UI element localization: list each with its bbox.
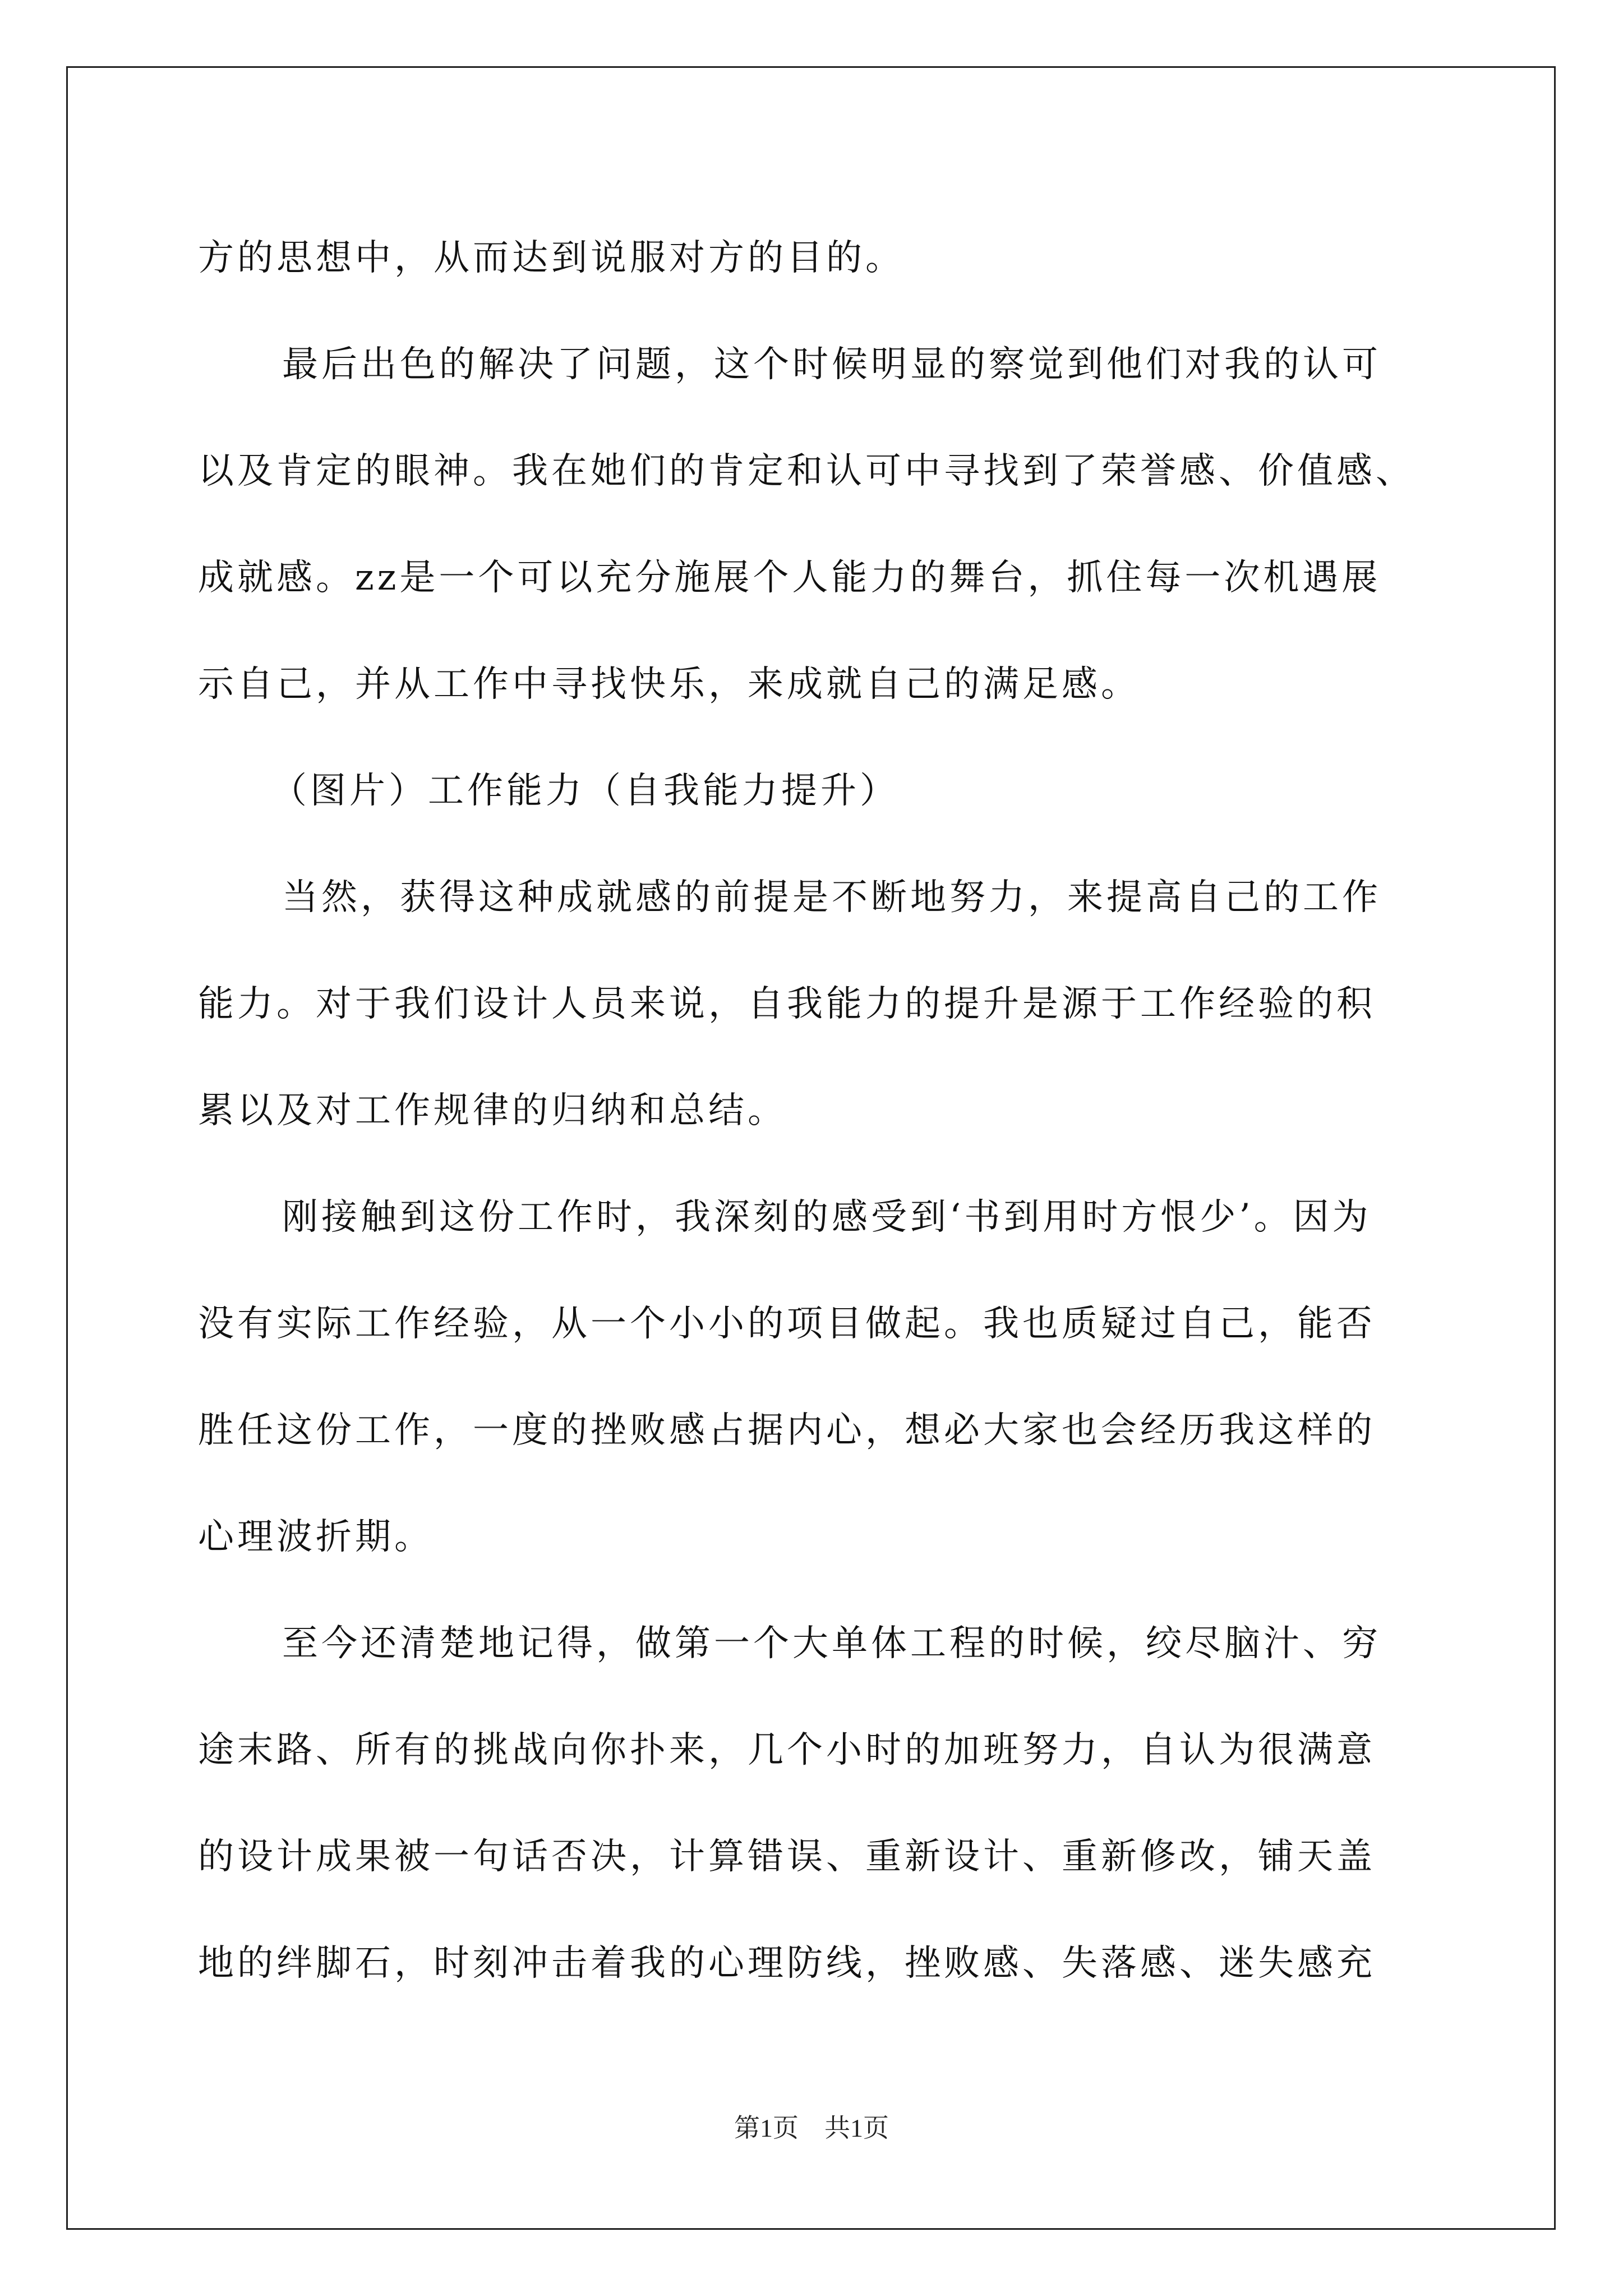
text-line: 地的绊脚石，时刻冲击着我的心理防线，挫败感、失落感、迷失感充	[198, 1943, 1376, 1984]
text-line: 示自己，并从工作中寻找快乐，来成就自己的满足感。	[198, 664, 1140, 705]
page-number: 第1页	[734, 2114, 799, 2142]
section-heading: （图片）工作能力（自我能力提升）	[271, 770, 899, 812]
text-line: 的设计成果被一句话否决，计算错误、重新设计、重新修改，铺天盖	[198, 1836, 1376, 1878]
text-line: 最后出色的解决了问题，这个时候明显的察觉到他们对我的认可	[282, 344, 1381, 385]
text-line: 当然，获得这种成就感的前提是不断地努力，来提高自己的工作	[282, 877, 1381, 918]
text-line: 心理波折期。	[198, 1516, 434, 1558]
text-line: 方的思想中，从而达到说服对方的目的。	[198, 237, 905, 279]
text-line: 累以及对工作规律的归纳和总结。	[198, 1090, 787, 1131]
page-footer	[0, 2108, 1623, 2145]
text-line: 成就感。zz是一个可以充分施展个人能力的舞台，抓住每一次机遇展	[198, 557, 1381, 599]
text-line: 途末路、所有的挑战向你扑来，几个小时的加班努力，自认为很满意	[198, 1729, 1376, 1771]
text-line: 刚接触到这份工作时，我深刻的感受到‘书到用时方恨少’。因为	[282, 1197, 1372, 1238]
page-total: 共1页	[824, 2114, 889, 2142]
text-line: 以及肯定的眼神。我在她们的肯定和认可中寻找到了荣誉感、价值感、	[198, 450, 1415, 492]
text-line: 没有实际工作经验，从一个小小的项目做起。我也质疑过自己，能否	[198, 1303, 1376, 1345]
text-line: 能力。对于我们设计人员来说，自我能力的提升是源于工作经验的积	[198, 983, 1376, 1025]
document-body	[198, 205, 1488, 2017]
text-line: 至今还清楚地记得，做第一个大单体工程的时候，绞尽脑汁、穷	[282, 1623, 1381, 1664]
text-line: 胜任这份工作，一度的挫败感占据内心，想必大家也会经历我这样的	[198, 1410, 1376, 1451]
